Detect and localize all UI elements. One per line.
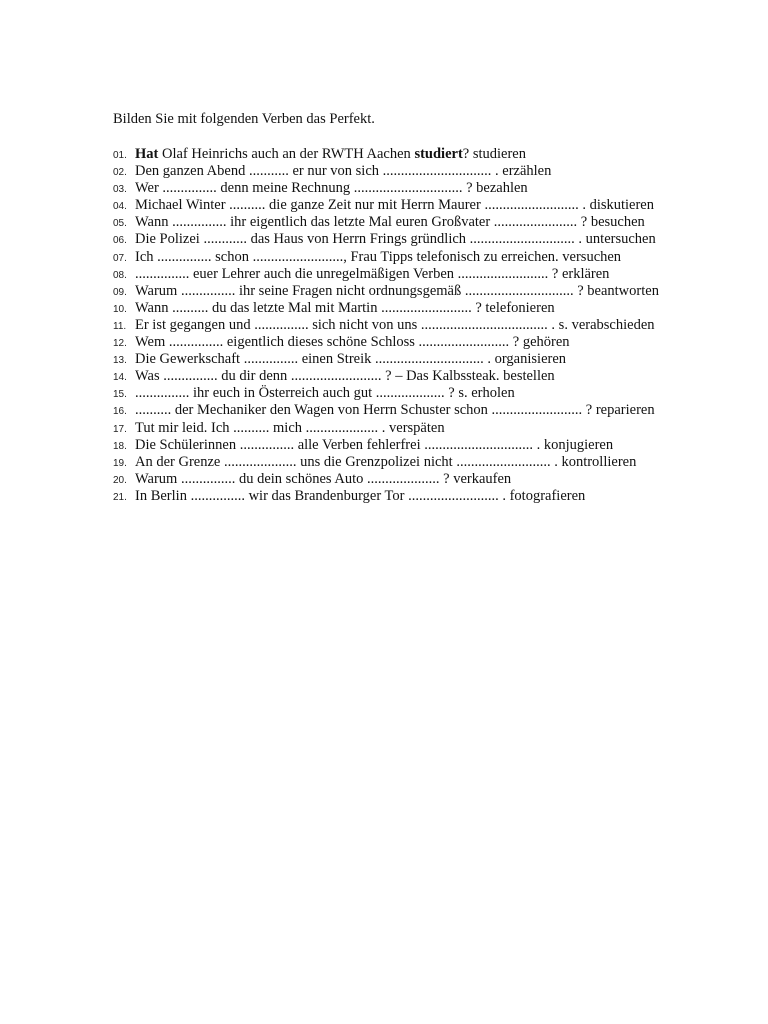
exercise-item <box>113 402 659 419</box>
exercise-item <box>113 471 659 488</box>
exercise-item <box>113 420 659 437</box>
exercise-text: Wem ............... eigentlich dieses schöne Schloss ......................... ? gehören <box>135 334 570 351</box>
exercise-number: 11. <box>113 320 127 332</box>
exercise-number: 14. <box>113 372 127 384</box>
exercise-number: 15. <box>113 389 127 401</box>
exercise-item <box>113 266 659 283</box>
exercise-text: Michael Winter .......... die ganze Zeit nur mit Herrn Maurer .......................... . diskutieren <box>135 197 654 214</box>
exercise-item <box>113 214 659 231</box>
exercise-item <box>113 334 659 351</box>
exercise-text: Die Polizei ............ das Haus von Herrn Frings gründlich ............................. . untersuchen <box>135 231 656 248</box>
exercise-item <box>113 454 659 471</box>
exercise-number: 21. <box>113 491 127 503</box>
exercise-number: 17. <box>113 423 127 435</box>
exercise-text: ............... euer Lehrer auch die unregelmäßigen Verben ......................... ? erklären <box>135 265 610 282</box>
exercise-text: Wann ............... ihr eigentlich das letzte Mal euren Großvater ....................... ? besuchen <box>135 214 645 231</box>
exercise-item <box>113 197 659 214</box>
instruction-text: Bilden Sie mit folgenden Verben das Perfekt. <box>113 111 375 127</box>
exercise-number: 08. <box>113 269 127 281</box>
exercise-text: Ich ............... schon ........................., Frau Tipps telefonisch zu erreichen. versuchen <box>135 248 622 265</box>
exercise-number: 01. <box>113 150 127 161</box>
exercise-number: 02. <box>113 167 127 179</box>
exercise-number: 09. <box>113 286 127 298</box>
exercise-text <box>135 146 526 163</box>
exercise-number: 20. <box>113 474 127 486</box>
exercise-item <box>113 146 659 163</box>
exercise-text-part: ? studieren <box>462 146 526 162</box>
exercise-item <box>113 180 659 197</box>
exercise-item <box>113 385 659 402</box>
exercise-text: Warum ............... du dein schönes Auto .................... ? verkaufen <box>135 470 512 487</box>
exercise-item <box>113 437 659 454</box>
exercise-number: 12. <box>113 338 127 350</box>
exercise-text: .......... der Mechaniker den Wagen von Herrn Schuster schon ......................... ? reparieren <box>135 402 655 419</box>
exercise-number: 03. <box>113 184 127 196</box>
exercise-item <box>113 283 659 300</box>
exercise-text: In Berlin ............... wir das Brandenburger Tor ......................... . fotografieren <box>135 487 586 504</box>
exercise-number: 13. <box>113 355 127 367</box>
exercise-item <box>113 300 659 317</box>
exercise-text-part: Olaf Heinrichs auch an der RWTH Aachen <box>158 146 415 162</box>
exercise-number: 10. <box>113 303 127 315</box>
exercise-text: An der Grenze .................... uns die Grenzpolizei nicht .......................... . kontrollieren <box>135 453 637 470</box>
exercise-number: 07. <box>113 252 127 264</box>
exercise-text: Tut mir leid. Ich .......... mich .................... . verspäten <box>135 419 445 436</box>
exercise-answer-bold: studiert <box>414 146 463 162</box>
exercise-number: 19. <box>113 457 127 469</box>
exercise-list <box>113 146 659 505</box>
exercise-answer-bold: Hat <box>135 146 159 162</box>
exercise-number: 18. <box>113 440 127 452</box>
exercise-item <box>113 317 659 334</box>
exercise-text: Was ............... du dir denn ......................... ? – Das Kalbssteak. bestellen <box>135 368 555 385</box>
exercise-number: 06. <box>113 235 127 247</box>
exercise-number: 05. <box>113 218 127 230</box>
exercise-item <box>113 249 659 266</box>
exercise-item <box>113 231 659 248</box>
exercise-item <box>113 368 659 385</box>
exercise-number: 04. <box>113 201 127 213</box>
exercise-text: Er ist gegangen und ............... sich nicht von uns ................................... . s. verabschieden <box>135 316 655 333</box>
exercise-text: Wann .......... du das letzte Mal mit Martin ......................... ? telefonieren <box>135 299 555 316</box>
exercise-text: Wer ............... denn meine Rechnung .............................. ? bezahlen <box>135 180 528 197</box>
exercise-text: ............... ihr euch in Österreich auch gut ................... ? s. erholen <box>135 385 515 402</box>
exercise-text: Warum ............... ihr seine Fragen nicht ordnungsgemäß .............................. ? beantworten <box>135 282 659 299</box>
exercise-text: Die Gewerkschaft ............... einen Streik .............................. . organisieren <box>135 351 567 368</box>
exercise-item <box>113 163 659 180</box>
exercise-text: Die Schülerinnen ............... alle Verben fehlerfrei .............................. . konjugieren <box>135 436 614 453</box>
exercise-item <box>113 351 659 368</box>
exercise-number: 16. <box>113 406 127 418</box>
exercise-item <box>113 488 659 505</box>
exercise-text: Den ganzen Abend ........... er nur von sich .............................. . erzählen <box>135 163 552 180</box>
